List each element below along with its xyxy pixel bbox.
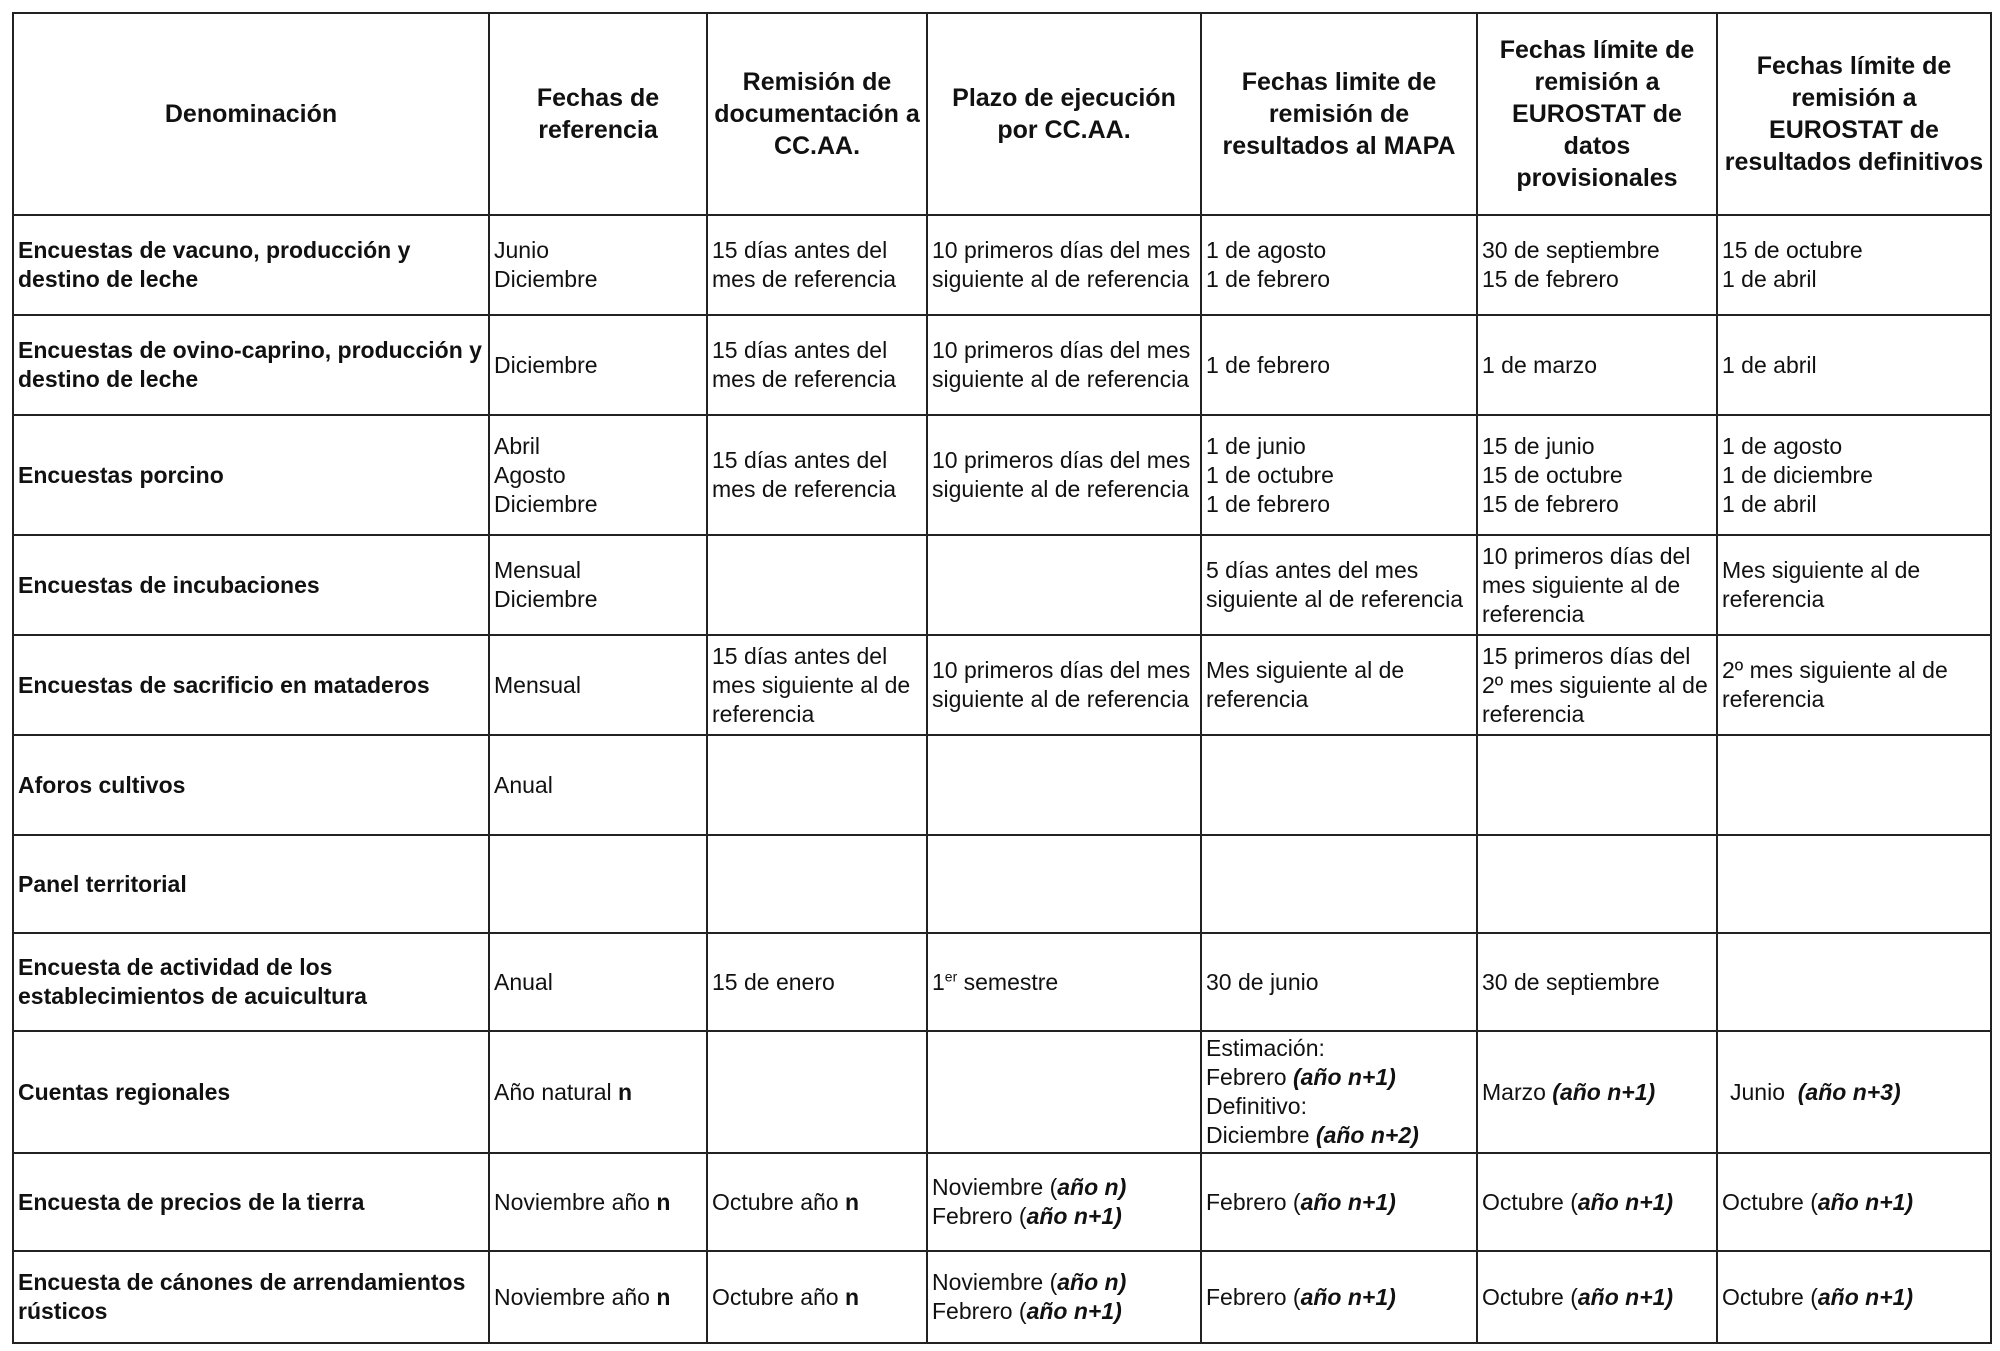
mapa-line: Estimación: — [1206, 1035, 1325, 1061]
row-remision-documentacion — [707, 1251, 927, 1343]
row-remision-documentacion — [707, 1153, 927, 1251]
row-eurostat-definitivos — [1717, 315, 1991, 415]
ref-text: Noviembre año — [494, 1283, 657, 1310]
mapa-line — [1206, 1121, 1472, 1150]
mapa-bold-italic: año n+1) — [1300, 1188, 1396, 1215]
row-eurostat-definitivos — [1717, 735, 1991, 835]
row-eurostat-provisionales — [1477, 835, 1717, 933]
cell-line: 15 de octubre — [1482, 461, 1623, 488]
calendar-document — [12, 12, 1990, 1340]
plazo-bold-italic: año n) — [1057, 1174, 1127, 1200]
row-eurostat-definitivos — [1717, 933, 1991, 1031]
row-plazo-ejecucion: 10 primeros días del mes siguiente al de referencia — [927, 635, 1201, 735]
cell-line: Agosto — [494, 461, 566, 488]
row-fechas-mapa — [1201, 735, 1477, 835]
header-denominacion: Denominación — [13, 13, 489, 215]
row-eurostat-definitivos — [1717, 1251, 1991, 1343]
cell-line: 5 días antes del mes siguiente al de referencia — [1206, 557, 1463, 612]
plazo-bold-italic: año n+1) — [1026, 1298, 1122, 1324]
row-fechas-mapa — [1201, 1031, 1477, 1153]
header-fechas-referencia: Fechas de referencia — [489, 13, 707, 215]
header-plazo-ejecucion: Plazo de ejecución por CC.AA. — [927, 13, 1201, 215]
mapa-bold-italic: (año n+1) — [1292, 1064, 1396, 1090]
mapa-line: Definitivo: — [1206, 1093, 1307, 1119]
row-fechas-referencia — [489, 215, 707, 315]
survey-calendar-table — [12, 12, 1992, 1344]
row-fechas-referencia — [489, 835, 707, 933]
row-eurostat-provisionales — [1477, 635, 1717, 735]
mapa-text: Febrero ( — [1206, 1188, 1301, 1215]
plazo-text: Febrero ( — [932, 1298, 1027, 1324]
row-remision-documentacion: 15 días antes del mes de referencia — [707, 215, 927, 315]
row-denominacion: Encuestas de incubaciones — [13, 535, 489, 635]
plazo-text: semestre — [957, 968, 1059, 995]
cell-line: Diciembre — [494, 586, 598, 612]
table-row — [13, 1153, 1991, 1251]
table-row — [13, 735, 1991, 835]
table-row — [13, 535, 1991, 635]
cell-line: 1 de junio — [1206, 432, 1306, 459]
cell-line: 15 de junio — [1482, 432, 1595, 459]
cell-line: 1 de agosto — [1206, 237, 1327, 263]
cell-line: Abril — [494, 432, 541, 459]
row-eurostat-provisionales — [1477, 535, 1717, 635]
cell-line: Mensual — [494, 557, 581, 583]
table-row — [13, 215, 1991, 315]
ref-bold: n — [656, 1188, 671, 1215]
row-remision-documentacion: 15 de enero — [707, 933, 927, 1031]
row-denominacion: Panel territorial — [13, 835, 489, 933]
cell-line: 15 de febrero — [1482, 490, 1619, 517]
cell-line: 1 de agosto — [1722, 432, 1843, 459]
row-remision-documentacion — [707, 1031, 927, 1153]
table-row — [13, 1251, 1991, 1343]
ref-bold: n — [618, 1078, 633, 1105]
row-remision-documentacion: 15 días antes del mes siguiente al de referencia — [707, 635, 927, 735]
row-fechas-referencia — [489, 635, 707, 735]
cell-line: 1 de febrero — [1206, 351, 1331, 378]
row-plazo-ejecucion — [927, 735, 1201, 835]
row-fechas-referencia: Anual — [489, 933, 707, 1031]
mapa-bold-italic: año n+1) — [1300, 1283, 1396, 1310]
cell-line: 15 de octubre — [1722, 237, 1863, 263]
row-eurostat-provisionales — [1477, 735, 1717, 835]
row-plazo-ejecucion: 10 primeros días del mes siguiente al de referencia — [927, 215, 1201, 315]
def-text: Octubre ( — [1722, 1188, 1818, 1215]
plazo-superscript: er — [944, 967, 958, 984]
row-fechas-referencia — [489, 1251, 707, 1343]
plazo-line — [932, 1173, 1196, 1202]
cell-line: Anual — [494, 771, 553, 798]
row-remision-documentacion — [707, 735, 927, 835]
row-eurostat-definitivos — [1717, 1153, 1991, 1251]
header-eurostat-definitivos: Fechas límite de remisión a EUROSTAT de resultados definitivos — [1717, 13, 1991, 215]
row-fechas-mapa — [1201, 215, 1477, 315]
row-fechas-referencia — [489, 1153, 707, 1251]
row-fechas-mapa — [1201, 835, 1477, 933]
mapa-text: Febrero ( — [1206, 1283, 1301, 1310]
table-row — [13, 635, 1991, 735]
cell-line: Mensual — [494, 671, 581, 698]
prov-text: Octubre ( — [1482, 1188, 1578, 1215]
plazo-line — [932, 1202, 1196, 1231]
prov-text: Octubre ( — [1482, 1283, 1578, 1310]
row-eurostat-provisionales: 30 de septiembre — [1477, 933, 1717, 1031]
row-eurostat-definitivos — [1717, 1031, 1991, 1153]
cell-line: 1 de abril — [1722, 490, 1817, 517]
header-row — [13, 13, 1991, 215]
row-denominacion: Encuestas de ovino-caprino, producción y destino de leche — [13, 315, 489, 415]
def-text: Octubre ( — [1722, 1283, 1818, 1310]
plazo-text: Febrero ( — [932, 1203, 1027, 1229]
row-denominacion: Aforos cultivos — [13, 735, 489, 835]
cell-line: 1 de abril — [1722, 266, 1817, 292]
def-text: Junio — [1730, 1078, 1798, 1105]
row-fechas-mapa — [1201, 315, 1477, 415]
row-eurostat-definitivos — [1717, 415, 1991, 535]
cell-line: 10 primeros días del mes siguiente al de referencia — [1482, 542, 1691, 627]
row-fechas-mapa — [1201, 535, 1477, 635]
cell-line: 1 de febrero — [1206, 490, 1331, 517]
plazo-line — [932, 1297, 1196, 1326]
row-denominacion: Encuesta de cánones de arrendamientos rústicos — [13, 1251, 489, 1343]
cell-line: 1 de abril — [1722, 351, 1817, 378]
rem-text: Octubre año — [712, 1283, 845, 1310]
row-eurostat-provisionales — [1477, 315, 1717, 415]
row-fechas-referencia — [489, 535, 707, 635]
cell-line: Diciembre — [494, 351, 598, 378]
cell-line: 1 de diciembre — [1722, 461, 1873, 488]
row-plazo-ejecucion: 10 primeros días del mes siguiente al de referencia — [927, 415, 1201, 535]
row-fechas-mapa — [1201, 1251, 1477, 1343]
row-denominacion: Encuesta de actividad de los establecimientos de acuicultura — [13, 933, 489, 1031]
row-denominacion: Encuestas porcino — [13, 415, 489, 535]
row-fechas-mapa — [1201, 415, 1477, 535]
table-row — [13, 933, 1991, 1031]
row-fechas-referencia — [489, 735, 707, 835]
cell-line: 1 de febrero — [1206, 266, 1331, 292]
cell-line: 30 de septiembre — [1482, 237, 1660, 263]
plazo-bold-italic: año n) — [1057, 1269, 1127, 1295]
row-eurostat-definitivos — [1717, 535, 1991, 635]
plazo-line — [932, 1268, 1196, 1297]
row-eurostat-provisionales — [1477, 1251, 1717, 1343]
row-remision-documentacion — [707, 535, 927, 635]
rem-bold: n — [844, 1188, 860, 1215]
prov-bold-italic: (año n+1) — [1552, 1078, 1656, 1105]
table-row — [13, 415, 1991, 535]
cell-line: Mes siguiente al de referencia — [1722, 557, 1921, 612]
plazo-bold-italic: año n+1) — [1026, 1203, 1122, 1229]
row-eurostat-provisionales — [1477, 1153, 1717, 1251]
table-row — [13, 835, 1991, 933]
table-row — [13, 315, 1991, 415]
rem-bold: n — [844, 1283, 860, 1310]
cell-line: 15 primeros días del 2º mes siguiente al de referencia — [1482, 642, 1708, 727]
row-eurostat-provisionales — [1477, 215, 1717, 315]
ref-text: Año natural — [494, 1078, 619, 1105]
row-plazo-ejecucion: 10 primeros días del mes siguiente al de referencia — [927, 315, 1201, 415]
row-denominacion: Encuestas de sacrificio en mataderos — [13, 635, 489, 735]
mapa-bold-italic: (año n+2) — [1315, 1122, 1419, 1148]
row-plazo-ejecucion — [927, 1251, 1201, 1343]
row-eurostat-definitivos — [1717, 215, 1991, 315]
row-remision-documentacion — [707, 835, 927, 933]
header-eurostat-provisionales: Fechas límite de remisión a EUROSTAT de datos provisionales — [1477, 13, 1717, 215]
mapa-text: Diciembre — [1206, 1122, 1316, 1148]
cell-line: Diciembre — [494, 266, 598, 292]
row-eurostat-provisionales — [1477, 415, 1717, 535]
cell-line: 15 de febrero — [1482, 266, 1619, 292]
row-eurostat-provisionales — [1477, 1031, 1717, 1153]
cell-line: Diciembre — [494, 490, 598, 517]
header-remision-documentacion: Remisión de documentación a CC.AA. — [707, 13, 927, 215]
table-row — [13, 1031, 1991, 1153]
prov-bold-italic: año n+1) — [1577, 1188, 1674, 1215]
plazo-text: Noviembre ( — [932, 1269, 1058, 1295]
cell-line: 1 de octubre — [1206, 461, 1334, 488]
row-fechas-mapa — [1201, 635, 1477, 735]
ref-bold: n — [656, 1283, 671, 1310]
row-eurostat-definitivos — [1717, 635, 1991, 735]
row-fechas-referencia — [489, 415, 707, 535]
row-remision-documentacion: 15 días antes del mes de referencia — [707, 315, 927, 415]
row-denominacion: Cuentas regionales — [13, 1031, 489, 1153]
row-fechas-mapa — [1201, 1153, 1477, 1251]
row-plazo-ejecucion — [927, 933, 1201, 1031]
row-plazo-ejecucion — [927, 535, 1201, 635]
row-eurostat-definitivos — [1717, 835, 1991, 933]
def-bold-italic: año n+1) — [1817, 1188, 1914, 1215]
row-plazo-ejecucion — [927, 835, 1201, 933]
header-fechas-mapa: Fechas limite de remisión de resultados al MAPA — [1201, 13, 1477, 215]
row-fechas-referencia — [489, 315, 707, 415]
prov-bold-italic: año n+1) — [1577, 1283, 1674, 1310]
plazo-number: 1 — [932, 968, 945, 995]
cell-line: 1 de marzo — [1482, 351, 1598, 378]
plazo-text: Noviembre ( — [932, 1174, 1058, 1200]
row-denominacion: Encuesta de precios de la tierra — [13, 1153, 489, 1251]
prov-text: Marzo — [1482, 1078, 1553, 1105]
cell-line: 2º mes siguiente al de referencia — [1722, 657, 1948, 712]
row-fechas-referencia — [489, 1031, 707, 1153]
ref-text: Noviembre año — [494, 1188, 657, 1215]
row-plazo-ejecucion — [927, 1031, 1201, 1153]
cell-line: Mes siguiente al de referencia — [1206, 657, 1405, 712]
mapa-text: Febrero — [1206, 1064, 1293, 1090]
rem-text: Octubre año — [712, 1188, 845, 1215]
row-fechas-mapa: 30 de junio — [1201, 933, 1477, 1031]
row-remision-documentacion: 15 días antes del mes de referencia — [707, 415, 927, 535]
mapa-line — [1206, 1063, 1472, 1092]
def-bold-italic: año n+1) — [1817, 1283, 1914, 1310]
def-bold-italic: (año n+3) — [1797, 1078, 1901, 1105]
cell-line: Junio — [494, 237, 549, 263]
row-plazo-ejecucion — [927, 1153, 1201, 1251]
row-denominacion: Encuestas de vacuno, producción y destino de leche — [13, 215, 489, 315]
